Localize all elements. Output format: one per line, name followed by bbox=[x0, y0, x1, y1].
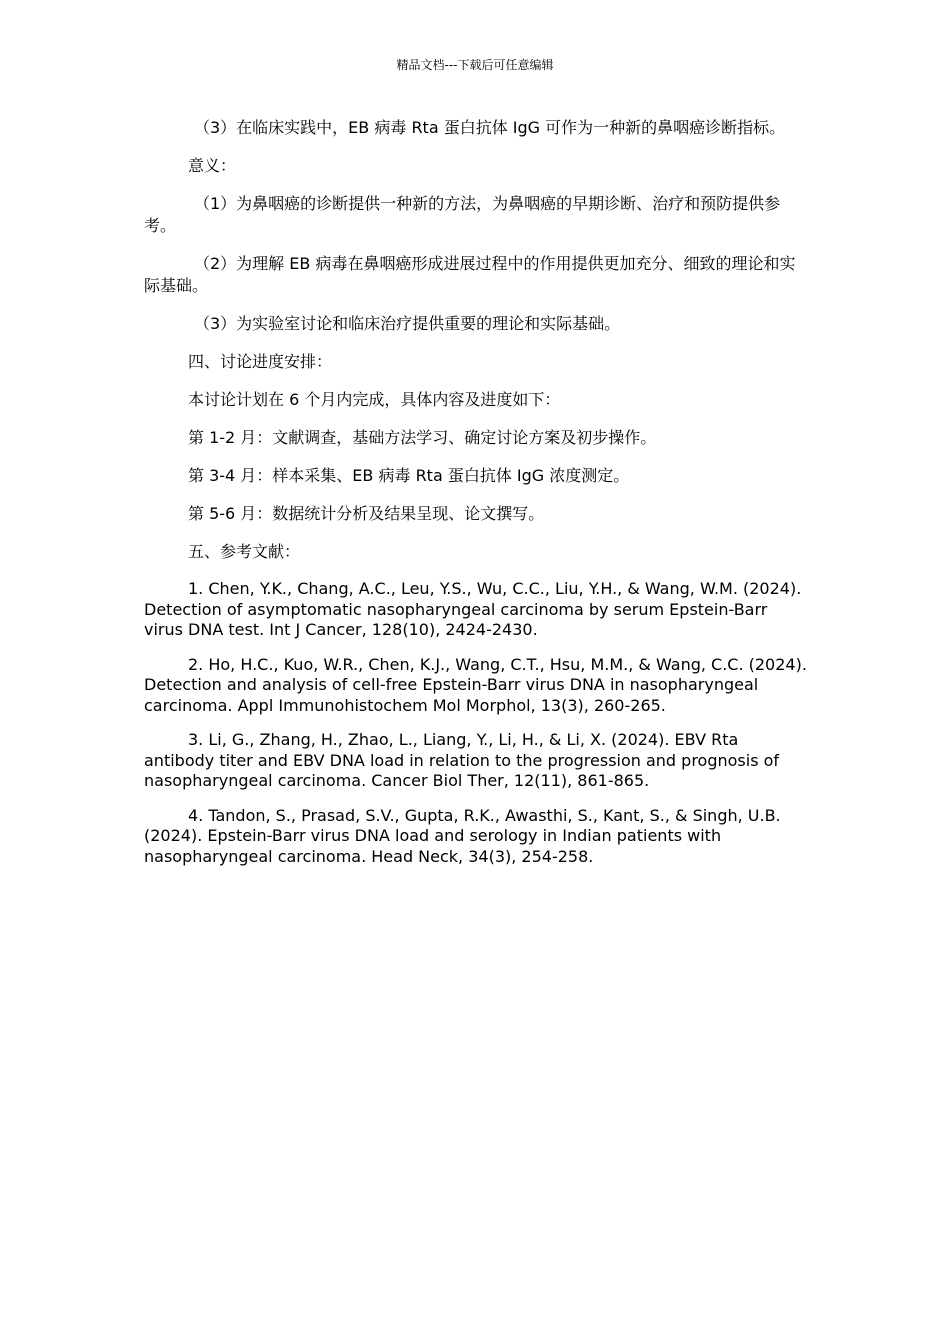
references-heading: 五、参考文献： bbox=[188, 542, 301, 561]
reference-item-2: 2. Ho, H.C., Kuo, W.R., Chen, K.J., Wang, C.T., Hsu, M.M., & Wang, C.C. (2024). Detection and analysis of cell-free Epstein-Barr virus DNA in nasopharyngeal carcinoma. Appl Immunohistochem Mol Morphol, 13(3), 260-265. bbox=[144, 654, 807, 715]
significance-item-2: （2）为理解 EB 病毒在鼻咽癌形成进展过程中的作用提供更加充分、细致的理论和实际基础。 bbox=[144, 254, 796, 295]
schedule-item-3: 第 5-6 月：数据统计分析及结果呈现、论文撰写。 bbox=[188, 504, 545, 523]
significance-heading: 意义： bbox=[188, 156, 237, 175]
reference-list bbox=[144, 579, 808, 867]
page-header: 精品文档---下载后可任意编辑 bbox=[396, 58, 554, 72]
schedule-item-1: 第 1-2 月：文献调查，基础方法学习、确定讨论方案及初步操作。 bbox=[188, 428, 657, 447]
reference-item-1: 1. Chen, Y.K., Chang, A.C., Leu, Y.S., Wu, C.C., Liu, Y.H., & Wang, W.M. (2024). Detection of asymptomatic nasopharyngeal carcinoma by serum Epstein-Barr virus DNA test. Int J Cancer, 128(10), 2424-2430. bbox=[144, 579, 802, 639]
schedule-intro: 本讨论计划在 6 个月内完成，具体内容及进度如下： bbox=[188, 390, 561, 409]
document-body bbox=[144, 117, 808, 881]
schedule-heading: 四、讨论进度安排： bbox=[188, 352, 333, 371]
significance-item-3: （3）为实验室讨论和临床治疗提供重要的理论和实际基础。 bbox=[194, 314, 621, 333]
schedule-item-2: 第 3-4 月：样本采集、EB 病毒 Rta 蛋白抗体 IgG 浓度测定。 bbox=[188, 466, 630, 485]
significance-item-1: （1）为鼻咽癌的诊断提供一种新的方法，为鼻咽癌的早期诊断、治疗和预防提供参考。 bbox=[144, 194, 781, 235]
reference-item-3: 3. Li, G., Zhang, H., Zhao, L., Liang, Y., Li, H., & Li, X. (2024). EBV Rta antibody titer and EBV DNA load in relation to the progression and prognosis of nasopharyngeal carcinoma. Cancer Biol Ther, 12(11), 861-865. bbox=[144, 730, 780, 790]
reference-item-4: 4. Tandon, S., Prasad, S.V., Gupta, R.K., Awasthi, S., Kant, S., & Singh, U.B. (2024). Epstein-Barr virus DNA load and serology in Indian patients with nasopharyngeal carcinoma. Head Neck, 34(3), 254-258. bbox=[144, 805, 781, 866]
conclusion-paragraph-3: （3）在临床实践中，EB 病毒 Rta 蛋白抗体 IgG 可作为一种新的鼻咽癌诊断指标。 bbox=[194, 118, 786, 137]
